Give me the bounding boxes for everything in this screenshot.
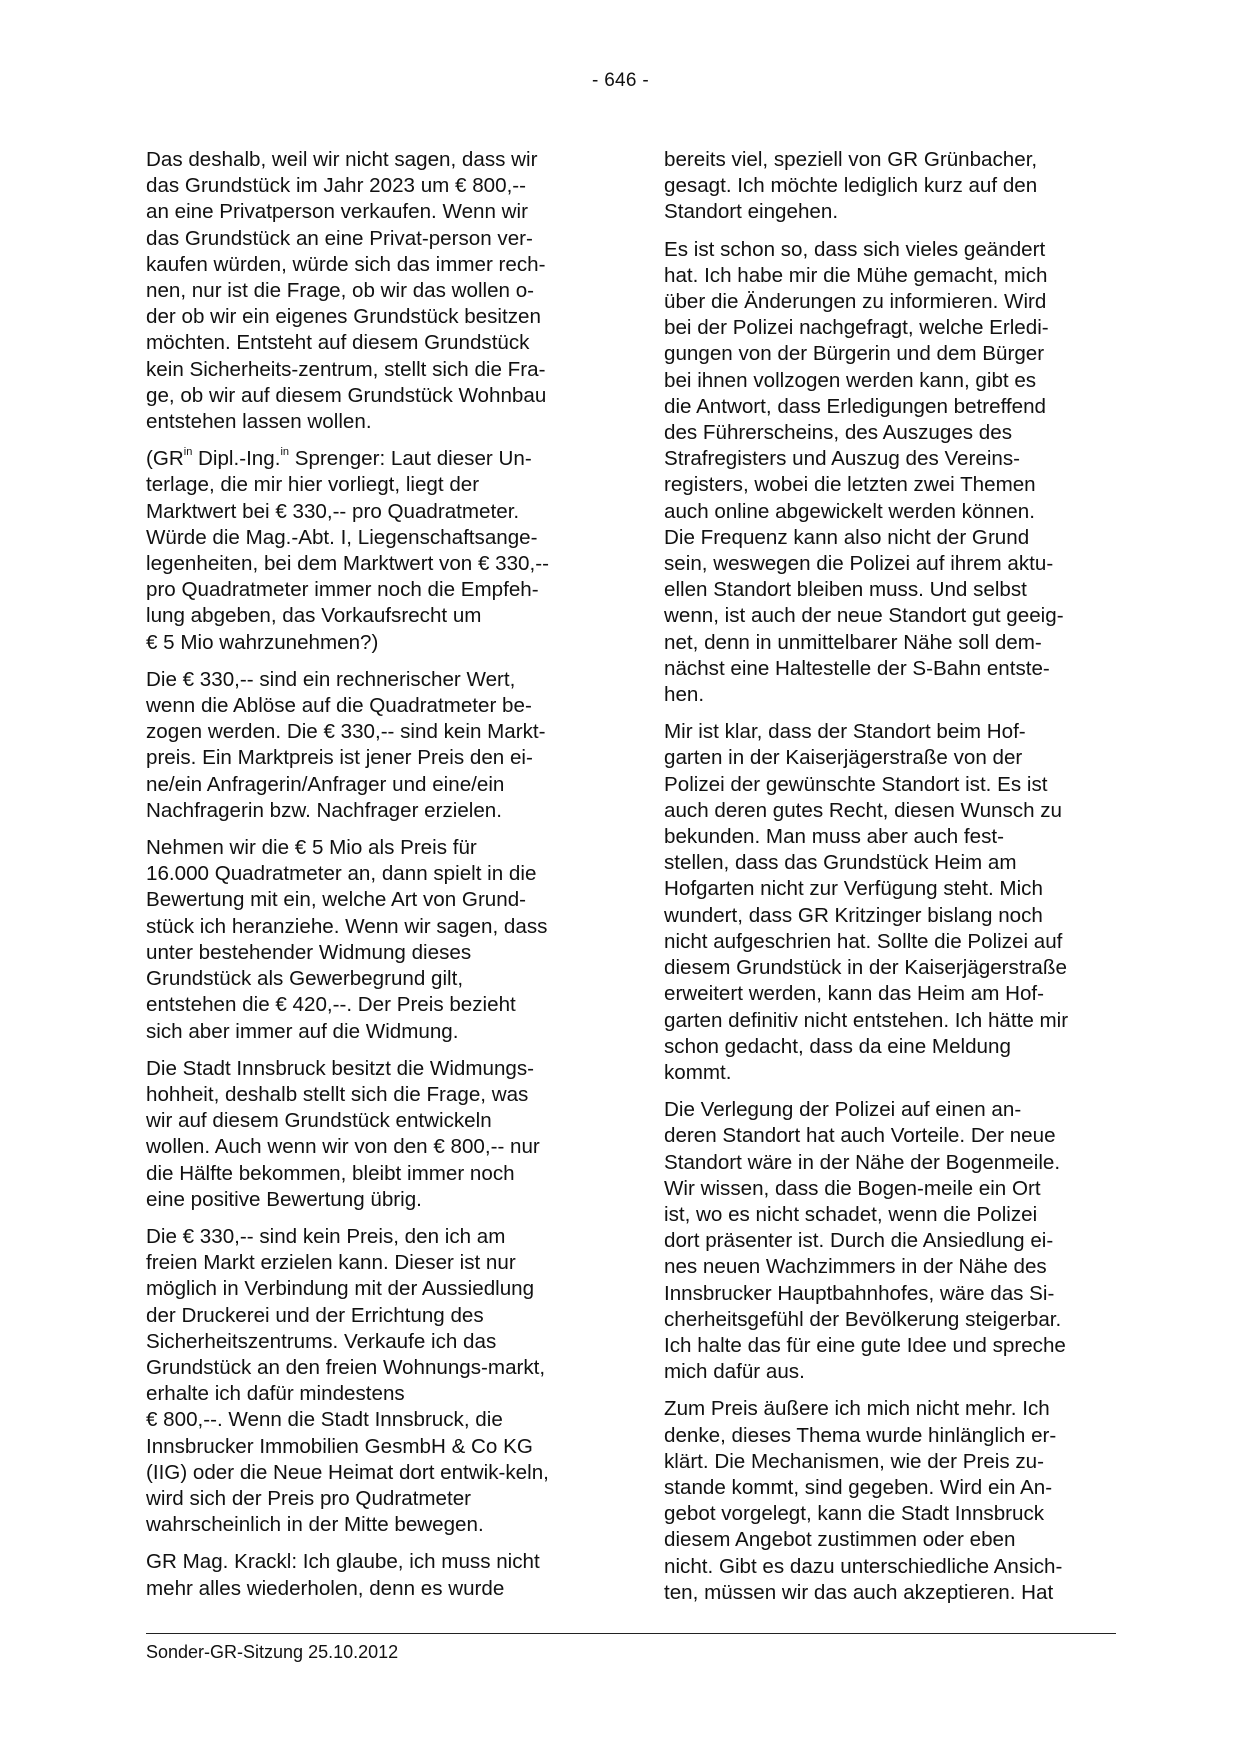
text-line: das Grundstück im Jahr 2023 um € 800,-- — [146, 174, 527, 198]
text-line: wenn die Ablöse auf die Quadratmeter be- — [146, 694, 532, 718]
text-line: nes neuen Wachzimmers in der Nähe des — [664, 1255, 1047, 1279]
text-line: Nachfragerin bzw. Nachfrager erzielen. — [146, 798, 502, 822]
text-line: stellen, dass das Grundstück Heim am — [664, 851, 1017, 875]
text-line: kommt. — [664, 1060, 732, 1084]
paragraph — [664, 237, 1114, 709]
paragraph — [664, 1097, 1114, 1385]
text-line: Hofgarten nicht zur Verfügung steht. Mich — [664, 877, 1043, 901]
text-line: registers, wobei die letzten zwei Themen — [664, 473, 1036, 497]
text-line: an eine Privatperson verkaufen. Wenn wir — [146, 200, 528, 224]
text-line: € 5 Mio wahrzunehmen?) — [146, 630, 379, 654]
paragraph — [664, 719, 1114, 1086]
page-number: - 646 - — [591, 70, 649, 91]
text-line: zogen werden. Die € 330,-- sind kein Markt- — [146, 720, 546, 744]
text-line: schon gedacht, dass da eine Meldung — [664, 1034, 1011, 1058]
text-line: gungen von der Bürgerin und dem Bürger — [664, 342, 1045, 366]
text-line: kein Sicherheits-zentrum, stellt sich die Fra- — [146, 357, 546, 381]
speaker-title: (GR — [146, 447, 184, 471]
text-line: ge, ob wir auf diesem Grundstück Wohnbau — [146, 383, 547, 407]
text-line: Polizei der gewünschte Standort ist. Es ist — [664, 772, 1048, 796]
text-line: diesem Grundstück in der Kaiserjägerstraße — [664, 956, 1067, 980]
text-line: hohheit, deshalb stellt sich die Frage, was — [146, 1082, 529, 1106]
text-line: Sicherheitszentrums. Verkaufe ich das — [146, 1329, 497, 1353]
text-line: pro Quadratmeter immer noch die Empfeh- — [146, 578, 539, 602]
text-line: Das deshalb, weil wir nicht sagen, dass wir — [146, 148, 538, 171]
text-line: eine positive Bewertung übrig. — [146, 1187, 422, 1211]
footer-divider — [146, 1633, 1116, 1634]
text-line: der Druckerei und der Errichtung des — [146, 1303, 484, 1327]
speaker-degree: Dipl.-Ing. — [192, 447, 281, 471]
text-line: gesagt. Ich möchte lediglich kurz auf den — [664, 174, 1038, 198]
paragraph-interjection — [146, 446, 596, 656]
text-line: diesem Angebot zustimmen oder eben — [664, 1528, 1016, 1552]
text-line: ellen Standort bleiben muss. Und selbst — [664, 578, 1027, 602]
text-line: denke, dieses Thema wurde hinlänglich er- — [664, 1423, 1057, 1447]
text-line: (IIG) oder die Neue Heimat dort entwik-keln, — [146, 1460, 549, 1484]
text-line: nicht aufgeschrien hat. Sollte die Polizei auf — [664, 929, 1063, 953]
text-line: wird sich der Preis pro Qudratmeter — [146, 1486, 472, 1510]
text-line: klärt. Die Mechanismen, wie der Preis zu- — [664, 1449, 1044, 1473]
footer-session-label: Sonder-GR-Sitzung 25.10.2012 — [146, 1642, 399, 1662]
text-line: der ob wir ein eigenes Grundstück besitzen — [146, 305, 541, 329]
superscript: in — [183, 446, 193, 459]
text-line: möchten. Entsteht auf diesem Grundstück — [146, 331, 530, 355]
text-line: wir auf diesem Grundstück entwickeln — [146, 1109, 492, 1133]
text-line: Die € 330,-- sind kein Preis, den ich am — [146, 1224, 506, 1248]
text-line: das Grundstück an eine Privat-person ver- — [146, 226, 533, 250]
text-line: wahrscheinlich in der Mitte bewegen. — [146, 1513, 484, 1537]
text-line: Innsbrucker Immobilien GesmbH & Co KG — [146, 1434, 533, 1458]
text-line: entstehen die € 420,--. Der Preis bezieht — [146, 993, 516, 1017]
text-line: Marktwert bei € 330,-- pro Quadratmeter. — [146, 499, 520, 523]
text-line: bei der Polizei nachgefragt, welche Erledi- — [664, 316, 1049, 340]
text-line: hen. — [664, 683, 705, 707]
text-line: lung abgeben, das Vorkaufsrecht um — [146, 604, 482, 628]
text-line: Die Verlegung der Polizei auf einen an- — [664, 1098, 1022, 1122]
text-line: Die Stadt Innsbruck besitzt die Widmungs- — [146, 1056, 535, 1080]
text-line: entstehen lassen wollen. — [146, 410, 372, 434]
text-line: sein, weswegen die Polizei auf ihrem aktu- — [664, 552, 1054, 576]
paragraph — [664, 1396, 1114, 1606]
paragraph — [146, 1056, 596, 1213]
text-line: Innsbrucker Hauptbahnhofes, wäre das Si- — [664, 1281, 1055, 1305]
paragraph — [146, 1549, 596, 1601]
text-line: GR Mag. Krackl: Ich glaube, ich muss nicht — [146, 1550, 540, 1574]
text-fragment: Sprenger: Laut dieser Un- — [289, 447, 532, 471]
paragraph — [146, 1224, 596, 1538]
text-line: mich dafür aus. — [664, 1360, 805, 1384]
text-line: Grundstück als Gewerbegrund gilt, — [146, 967, 464, 991]
text-line: Würde die Mag.-Abt. I, Liegenschaftsange- — [146, 525, 538, 549]
text-line: nen, nur ist die Frage, ob wir das wollen o- — [146, 279, 535, 303]
text-line: cherheitsgefühl der Bevölkerung steigerbar. — [664, 1307, 1062, 1331]
text-line: die Antwort, dass Erledigungen betreffend — [664, 394, 1047, 418]
text-line: erweitert werden, kann das Heim am Hof- — [664, 982, 1044, 1006]
text-line: garten definitiv nicht entstehen. Ich hätte mir — [664, 1008, 1069, 1032]
text-line: Bewertung mit ein, welche Art von Grund- — [146, 888, 527, 912]
paragraph — [146, 835, 596, 1045]
text-line: garten in der Kaiserjägerstraße von der — [664, 746, 1023, 770]
text-line: Zum Preis äußere ich mich nicht mehr. Ich — [664, 1397, 1050, 1421]
text-line: stande kommt, sind gegeben. Wird ein An- — [664, 1475, 1053, 1499]
text-line: Nehmen wir die € 5 Mio als Preis für — [146, 836, 477, 860]
text-line: ne/ein Anfragerin/Anfrager und eine/ein — [146, 772, 505, 796]
text-line: Strafregisters und Auszug des Vereins- — [664, 447, 1021, 471]
text-line: deren Standort hat auch Vorteile. Der neue — [664, 1124, 1056, 1148]
text-line: kaufen würden, würde sich das immer rech- — [146, 252, 546, 276]
text-line: wenn, ist auch der neue Standort gut geeig- — [664, 604, 1064, 628]
paragraph — [664, 147, 1114, 226]
text-line: nicht. Gibt es dazu unterschiedliche Ansich- — [664, 1554, 1063, 1578]
text-line: Mir ist klar, dass der Standort beim Hof- — [664, 720, 1026, 744]
text-line: gebot vorgelegt, kann die Stadt Innsbruck — [664, 1502, 1045, 1526]
text-line: Es ist schon so, dass sich vieles geändert — [664, 237, 1046, 261]
text-line: Standort wäre in der Nähe der Bogenmeile. — [664, 1150, 1061, 1174]
text-line: net, denn in unmittelbarer Nähe soll dem- — [664, 630, 1042, 654]
text-line: nächst eine Haltestelle der S-Bahn entste- — [664, 656, 1050, 680]
text-line: dort präsenter ist. Durch die Ansiedlung ei- — [664, 1229, 1054, 1253]
text-line: Ich halte das für eine gute Idee und spreche — [664, 1333, 1066, 1357]
text-line: auch online abgewickelt werden können. — [664, 499, 1035, 523]
text-line: auch deren gutes Recht, diesen Wunsch zu — [664, 798, 1063, 822]
text-line: wollen. Auch wenn wir von den € 800,-- nur — [146, 1135, 540, 1159]
text-line: Die € 330,-- sind ein rechnerischer Wert, — [146, 667, 516, 691]
text-line: Grundstück an den freien Wohnungs-markt, — [146, 1355, 546, 1379]
text-line: Standort eingehen. — [664, 200, 839, 224]
text-line: Wir wissen, dass die Bogen-meile ein Ort — [664, 1176, 1041, 1200]
text-line — [146, 446, 596, 472]
superscript: in — [280, 446, 290, 459]
text-line: stück ich heranziehe. Wenn wir sagen, dass — [146, 914, 548, 938]
text-line: möglich in Verbindung mit der Aussiedlung — [146, 1277, 535, 1301]
text-line: freien Markt erzielen kann. Dieser ist nur — [146, 1251, 516, 1275]
text-line: bei ihnen vollzogen werden kann, gibt es — [664, 368, 1037, 392]
text-line: ist, wo es nicht schadet, wenn die Polizei — [664, 1202, 1038, 1226]
text-line: des Führerscheins, des Auszuges des — [664, 421, 1013, 445]
text-line: die Hälfte bekommen, bleibt immer noch — [146, 1161, 515, 1185]
text-line: unter bestehender Widmung dieses — [146, 940, 472, 964]
left-column — [146, 147, 596, 1613]
paragraph — [146, 147, 596, 435]
right-column — [664, 147, 1114, 1617]
text-line: € 800,--. Wenn die Stadt Innsbruck, die — [146, 1408, 503, 1432]
text-line: wundert, dass GR Kritzinger bislang noch — [664, 903, 1043, 927]
text-line: ten, müssen wir das auch akzeptieren. Hat — [664, 1580, 1054, 1604]
text-line: bereits viel, speziell von GR Grünbacher, — [664, 148, 1038, 171]
text-line: terlage, die mir hier vorliegt, liegt der — [146, 473, 480, 497]
text-line: erhalte ich dafür mindestens — [146, 1382, 405, 1406]
text-line: Die Frequenz kann also nicht der Grund — [664, 525, 1030, 549]
text-line: 16.000 Quadratmeter an, dann spielt in die — [146, 862, 537, 886]
text-line: hat. Ich habe mir die Mühe gemacht, mich — [664, 263, 1048, 287]
text-line: legenheiten, bei dem Marktwert von € 330,-- — [146, 552, 549, 576]
text-line: mehr alles wiederholen, denn es wurde — [146, 1576, 505, 1600]
text-line: preis. Ein Marktpreis ist jener Preis den ei- — [146, 746, 533, 770]
text-line: über die Änderungen zu informieren. Wird — [664, 290, 1047, 314]
paragraph — [146, 667, 596, 824]
text-line: sich aber immer auf die Widmung. — [146, 1019, 459, 1043]
text-line: bekunden. Man muss aber auch fest- — [664, 825, 1004, 849]
